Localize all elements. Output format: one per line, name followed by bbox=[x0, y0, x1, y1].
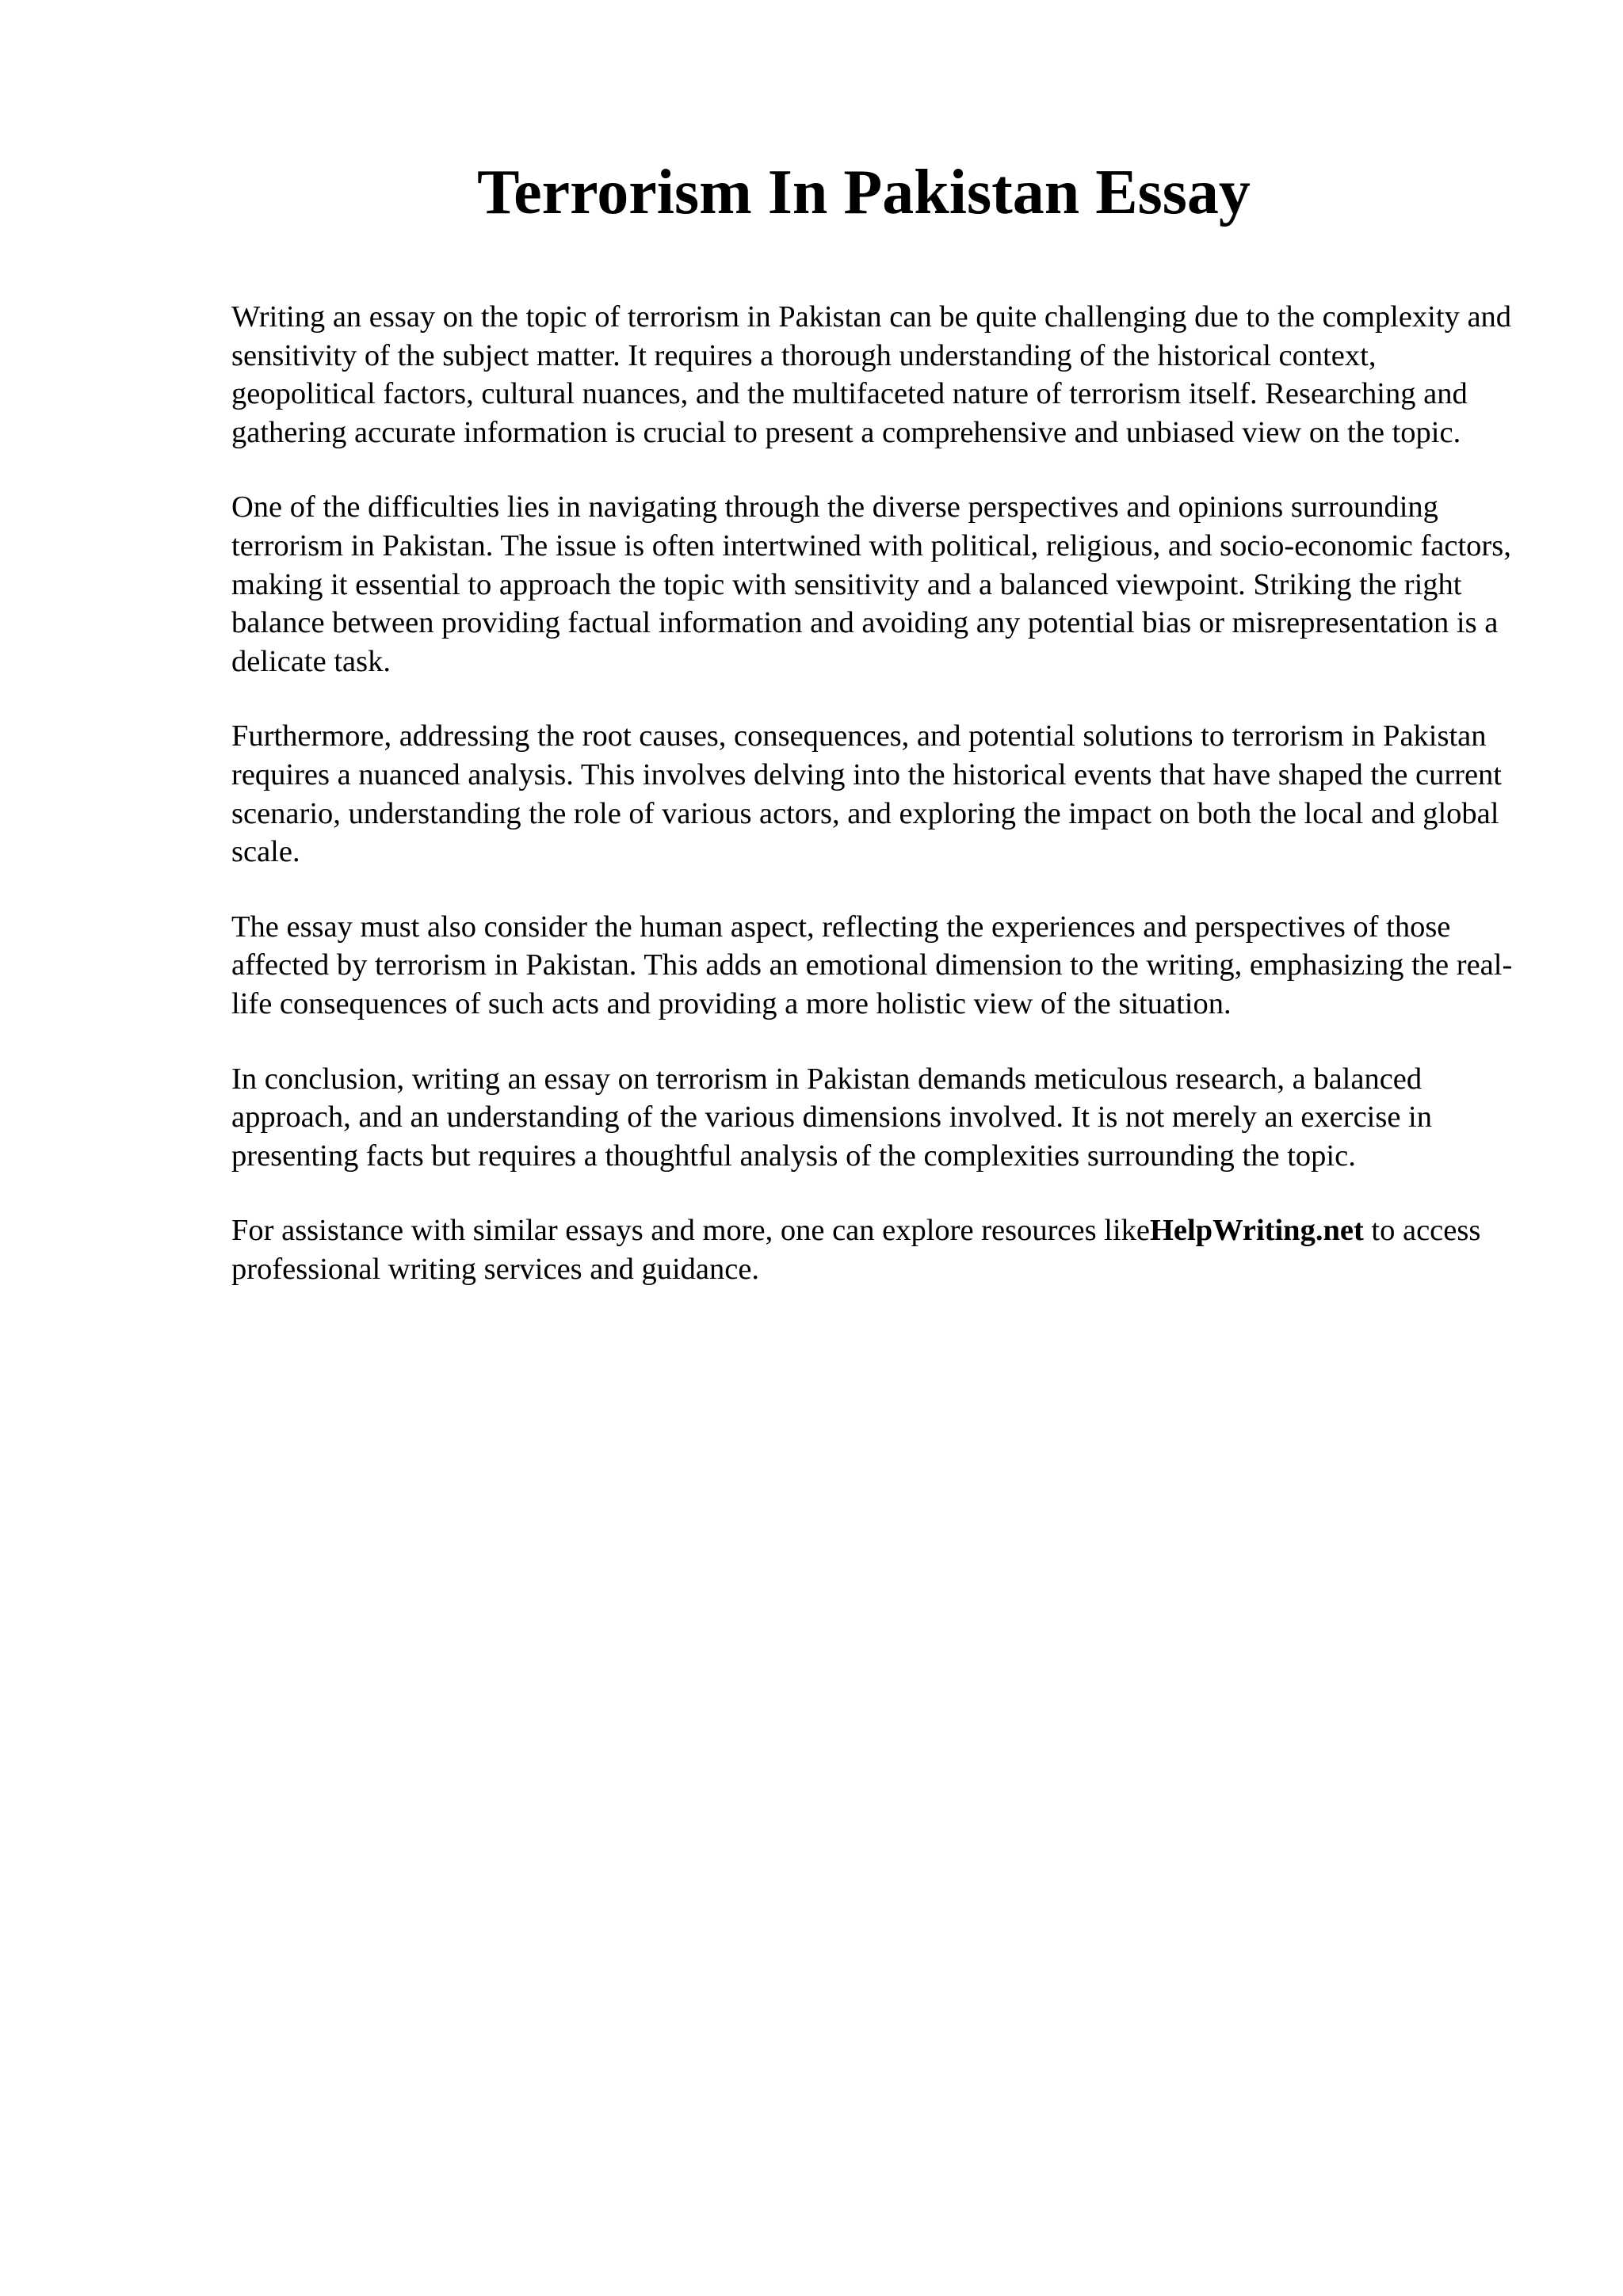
paragraph-4: The essay must also consider the human aspect, reflecting the experiences and perspectives of those affected by terrorism in Pakistan. This adds an emotional dimension to the writing, emphasizing the real-life consequences of such acts and providing a more holistic view of the situation. bbox=[231, 910, 1513, 1020]
paragraph-2: One of the difficulties lies in navigating through the diverse perspectives and opinions surrounding terrorism in Pakistan. The issue is often intertwined with political, religious, and socio-economic factors, making it essential to approach the topic with sensitivity and a balanced viewpoint. Striking the right balance between providing factual information and avoiding any potential bias or misrepresentation is a delicate task. bbox=[231, 490, 1511, 678]
helpwriting-link[interactable]: HelpWriting.net bbox=[1149, 1214, 1364, 1248]
paragraph-3: Furthermore, addressing the root causes, consequences, and potential solutions to terrorism in Pakistan requires a nuanced analysis. This involves delving into the historical events that have shaped the current scenario, understanding the role of various actors, and exploring the impact on both the local and global scale. bbox=[231, 719, 1502, 869]
closing-paragraph bbox=[231, 1211, 1522, 1288]
essay-body bbox=[231, 298, 1522, 1325]
closing-text-before: For assistance with similar essays and more, one can explore resources like bbox=[231, 1214, 1150, 1248]
page-title: Terrorism In Pakistan Essay bbox=[477, 158, 1251, 227]
closing-text-after: to access professional writing services and guidance. bbox=[231, 1214, 1481, 1286]
paragraph-1: Writing an essay on the topic of terrorism in Pakistan can be quite challenging due to the complexity and sensitivity of the subject matter. It requires a thorough understanding of the historical context, geopolitical factors, cultural nuances, and the multifaceted nature of terrorism itself. Researching and gathering accurate information is crucial to present a comprehensive and unbiased view on the topic. bbox=[231, 300, 1512, 449]
paragraph-5: In conclusion, writing an essay on terrorism in Pakistan demands meticulous research, a balanced approach, and an understanding of the various dimensions involved. It is not merely an exercise in presenting facts but requires a thoughtful analysis of the complexities surrounding the topic. bbox=[231, 1062, 1432, 1173]
